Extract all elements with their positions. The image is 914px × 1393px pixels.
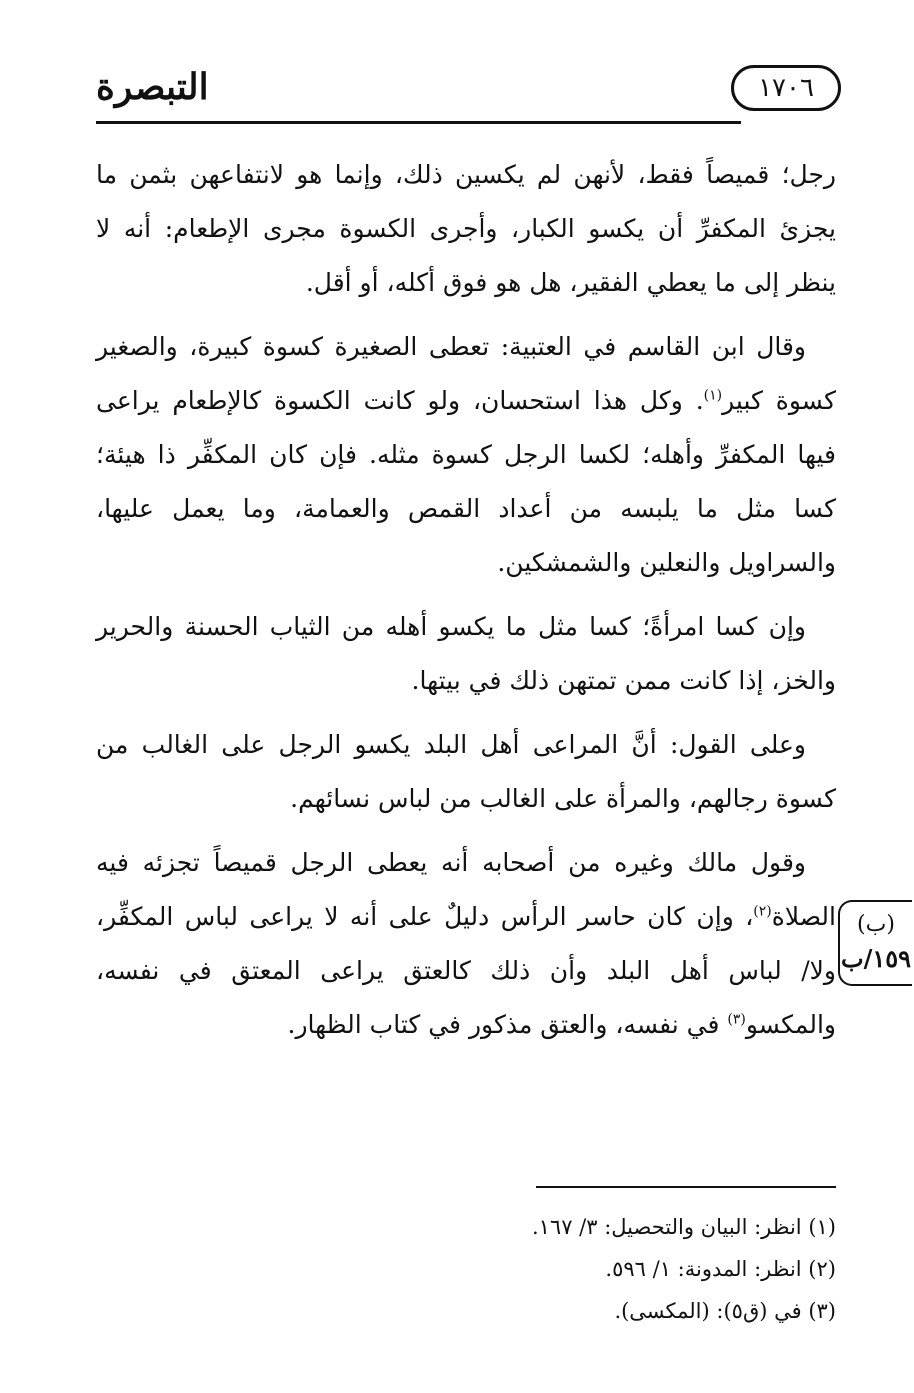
paragraph xyxy=(96,148,836,310)
main-text xyxy=(96,148,836,1062)
paragraph-text: وقول مالك وغيره من أصحابه أنه يعطى الرجل قميصاً تجزئه فيه الصلاة xyxy=(96,848,836,931)
header-divider xyxy=(96,121,741,124)
footnote-ref: (٢) xyxy=(753,903,772,920)
paragraph xyxy=(96,320,836,590)
footnote-divider xyxy=(536,1186,836,1188)
paragraph-text: ، وإن كان حاسر الرأس دليلٌ على أنه لا يراعى لباس المكفِّر، ولا/ لباس أهل البلد وأن ذلك كالعتق يراعى المعتق في نفسه، والمكسو xyxy=(96,902,836,1039)
paragraph-text: وعلى القول: أنَّ المراعى أهل البلد يكسو الرجل على الغالب من كسوة رجالهم، والمرأة على الغالب من لباس نسائهم. xyxy=(96,730,836,813)
footnote: (١) انظر: البيان والتحصيل: ٣/ ١٦٧. xyxy=(531,1215,836,1239)
footnote-ref: (٣) xyxy=(727,1011,746,1028)
page-header xyxy=(96,55,841,123)
paragraph xyxy=(96,836,836,1052)
paragraph-text: وقال ابن القاسم في العتبية: تعطى الصغيرة كسوة كبيرة، والصغير كسوة كبير xyxy=(96,332,837,415)
manuscript-folio-note xyxy=(838,900,912,986)
paragraph-text: . وكل هذا استحسان، ولو كانت الكسوة كالإطعام يراعى فيها المكفرِّ وأهله؛ لكسا الرجل كسوة مثله. فإن كان المكفِّر ذا هيئة؛ كسا مثل ما يلبسه من أعداد القمص والعمامة، وما يعمل عليها، والسراويل والنعلين والشمشكين. xyxy=(96,386,836,577)
running-title: التبصرة xyxy=(96,66,209,108)
folio-number: ١٥٩/ب xyxy=(840,944,912,973)
paragraph xyxy=(96,718,836,826)
paragraph-text: رجل؛ قميصاً فقط، لأنهن لم يكسين ذلك، وإنما هو لانتفاعهن بثمن ما يجزئ المكفرِّ أن يكسو الكبار، وأجرى الكسوة مجرى الإطعام: أنه لا ينظر إلى ما يعطي الفقير، هل هو فوق أكله، أو أقل. xyxy=(96,160,836,297)
folio-label: (ب) xyxy=(857,912,895,937)
footnote: (٢) انظر: المدونة: ١/ ٥٩٦. xyxy=(605,1257,836,1281)
paragraph-text: وإن كسا امرأةً؛ كسا مثل ما يكسو أهله من الثياب الحسنة والحرير والخز، إذا كانت ممن تمتهن ذلك في بيتها. xyxy=(96,612,836,695)
paragraph-text: في نفسه، والعتق مذكور في كتاب الظهار. xyxy=(287,1010,728,1039)
footnote: (٣) في (ق٥): (المكسى). xyxy=(614,1299,836,1323)
footnotes xyxy=(336,1206,836,1332)
paragraph xyxy=(96,600,836,708)
page-number: ١٧٠٦ xyxy=(731,65,841,111)
footnote-ref: (١) xyxy=(703,387,723,404)
